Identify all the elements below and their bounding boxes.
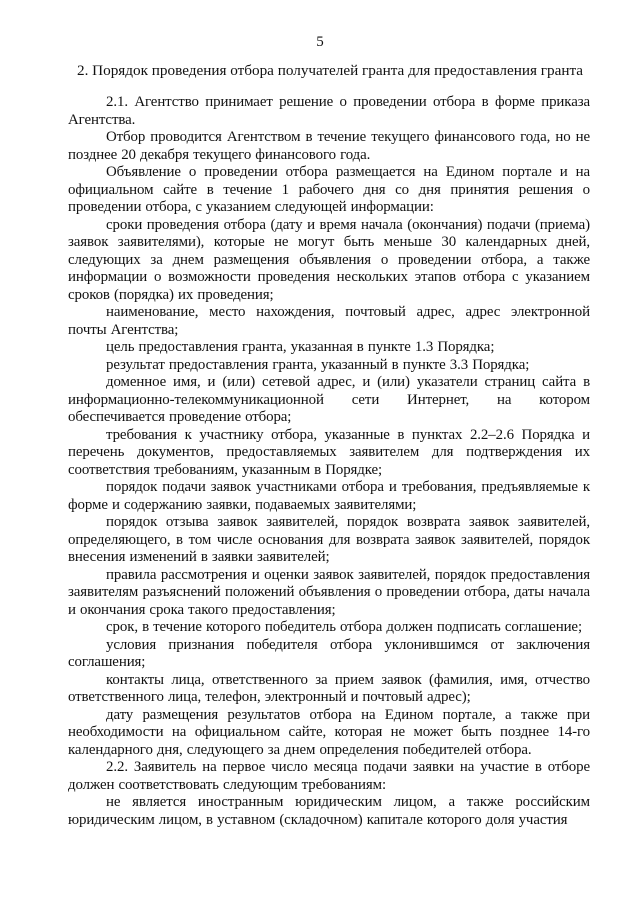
list-item-withdrawal-procedure: порядок отзыва заявок заявителей, порядок возврата заявок заявителей, определяющего, в том числе основания для возврата заявок заявителей, порядок внесения изменений в заявки заявителей; [68, 514, 590, 565]
list-item-deadlines: сроки проведения отбора (дату и время начала (окончания) подачи (приема) заявок заявителями), которые не могут быть меньше 30 календарных дней, следующих за днем размещения объявления о проведении отбора, а также информации о возможности проведения нескольких этапов отбора с указанием сроков (порядка) их проведения; [68, 216, 590, 303]
list-item-domain-name: доменное имя, и (или) сетевой адрес, и (или) указатели страниц сайта в информационно-телекоммуникационной сети Интернет, на котором обеспечивается проведение отбора; [68, 374, 590, 425]
list-item-results-date: дату размещения результатов отбора на Едином портале, а также при необходимости на официальном сайте, которая не может быть позднее 14-го календарного дня, следующего за днем определения победителей отбора. [68, 706, 590, 758]
paragraph-2-2: 2.2. Заявитель на первое число месяца подачи заявки на участие в отборе должен соответствовать следующим требованиям: [68, 759, 590, 793]
list-item-participant-requirements: требования к участнику отбора, указанные в пунктах 2.2–2.6 Порядка и перечень документов, предоставляемых заявителем для подтверждения их соответствия требованиям, указанным в Порядке; [68, 426, 590, 478]
paragraph-selection-period: Отбор проводится Агентством в течение текущего финансового года, но не позднее 20 декабря текущего финансового года. [68, 129, 590, 163]
section-title: 2. Порядок проведения отбора получателей гранта для предоставления гранта [76, 62, 584, 79]
list-item-not-foreign-entity: не является иностранным юридическим лицом, а также российским юридическим лицом, в уставном (складочном) капитале которого доля участия [68, 794, 590, 828]
list-item-application-procedure: порядок подачи заявок участниками отбора и требования, предъявляемые к форме и содержанию заявки, подаваемых заявителями; [68, 479, 590, 513]
list-item-grant-purpose: цель предоставления гранта, указанная в пункте 1.3 Порядка; [106, 339, 495, 355]
list-item-evasion-conditions: условия признания победителя отбора уклонившимся от заключения соглашения; [68, 636, 590, 670]
list-item-agency-address: наименование, место нахождения, почтовый адрес, адрес электронной почты Агентства; [68, 304, 590, 338]
list-item-contacts: контакты лица, ответственного за прием заявок (фамилия, имя, отчество ответственного лица, телефон, электронный и почтовый адрес); [68, 671, 590, 705]
list-item-grant-result: результат предоставления гранта, указанный в пункте 3.3 Порядка; [106, 356, 530, 373]
paragraph-announcement: Объявление о проведении отбора размещается на Едином портале и на официальном сайте в течение 1 рабочего дня со дня принятия решения о проведении отбора, с указанием следующей информации: [68, 164, 590, 215]
paragraph-2-1: 2.1. Агентство принимает решение о проведении отбора в форме приказа Агентства. [68, 94, 590, 128]
list-item-signing-term: срок, в течение которого победитель отбора должен подписать соглашение; [106, 619, 582, 635]
document-body [68, 94, 590, 829]
page-number: 5 [316, 34, 324, 50]
list-item-evaluation-rules: правила рассмотрения и оценки заявок заявителей, порядок предоставления заявителям разъяснений положений объявления о проведении отбора, даты начала и окончания срока такого предоставления; [68, 566, 590, 618]
